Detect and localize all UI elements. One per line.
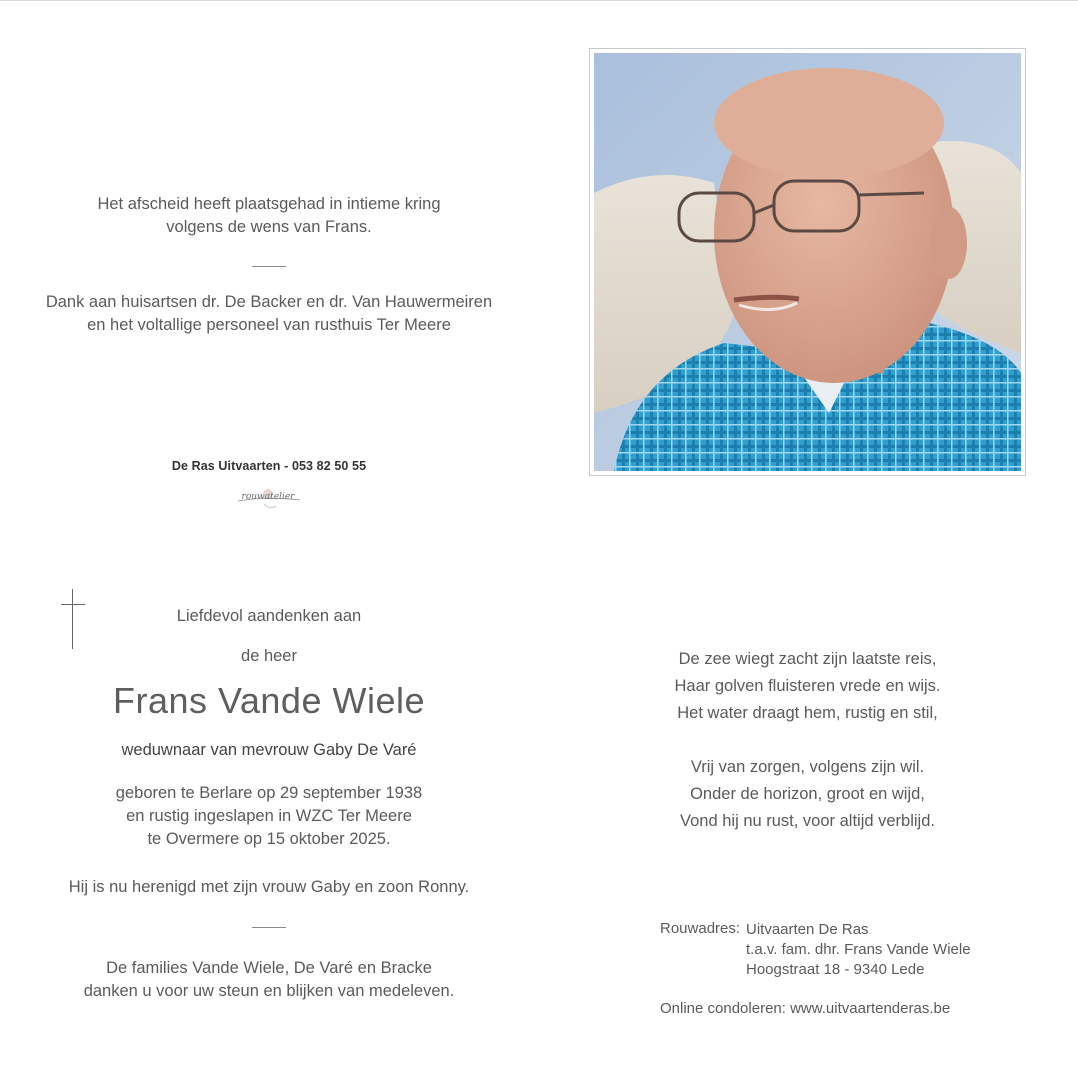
thanks-line-1: Dank aan huisartsen dr. De Backer en dr. Van Hauwermeiren — [45, 293, 493, 311]
separator-top — [252, 266, 286, 267]
intro-text: Liefdevol aandenken aan — [176, 607, 362, 625]
address-lines — [746, 920, 971, 980]
address-line-1: Uitvaarten De Ras — [746, 921, 869, 938]
life-text — [40, 782, 498, 851]
thanks-text — [30, 291, 508, 337]
poem-line-1: De zee wiegt zacht zijn laatste reis, — [678, 650, 937, 668]
life-line-2: en rustig ingeslapen in WZC Ter Meere — [126, 807, 412, 825]
farewell-text — [40, 193, 498, 239]
poem-line-5: Onder de horizon, groot en wijd, — [690, 785, 925, 803]
life-line-1: geboren te Berlare op 29 september 1938 — [115, 784, 423, 802]
logo-leaf — [264, 504, 276, 508]
farewell-line-1: Het afscheid heeft plaatsgehad in intieme kring — [97, 195, 441, 213]
address-line-3: Hoogstraat 18 - 9340 Lede — [746, 961, 925, 978]
farewell-line-2: volgens de wens van Frans. — [166, 218, 372, 236]
families-line-2: danken u voor uw steun en blijken van medeleven. — [83, 982, 455, 1000]
poem-line-4: Vrij van zorgen, volgens zijn wil. — [690, 758, 925, 776]
deceased-name: Frans Vande Wiele — [113, 680, 425, 721]
reunited-text: Hij is nu herenigd met zijn vrouw Gaby en zoon Ronny. — [68, 878, 470, 896]
spouse-text: weduwnaar van mevrouw Gaby De Varé — [121, 741, 417, 759]
title-text: de heer — [241, 647, 297, 665]
address-line-2: t.a.v. fam. dhr. Frans Vande Wiele — [746, 941, 971, 958]
online-condolence-link[interactable]: Online condoleren: www.uitvaartenderas.be — [660, 1000, 951, 1017]
thanks-line-2: en het voltallige personeel van rusthuis Ter Meere — [87, 316, 451, 334]
atelier-logo-text: rouwatelier — [241, 492, 295, 502]
poem-line-3: Het water draagt hem, rustig en stil, — [677, 704, 938, 722]
portrait-photo — [594, 53, 1021, 471]
portrait-frame — [589, 48, 1026, 476]
families-text — [40, 957, 498, 1003]
life-line-3: te Overmere op 15 oktober 2025. — [147, 830, 391, 848]
address-label: Rouwadres: — [660, 920, 741, 937]
page-top-border — [0, 0, 1078, 1]
families-line-1: De families Vande Wiele, De Varé en Bracke — [106, 959, 432, 977]
atelier-logo — [218, 484, 318, 519]
funeral-home-contact: De Ras Uitvaarten - 053 82 50 55 — [171, 459, 367, 473]
poem-stanza-2 — [580, 754, 1035, 835]
separator-bottom — [252, 927, 286, 928]
poem-line-6: Vond hij nu rust, voor altijd verblijd. — [680, 812, 935, 830]
poem-stanza-1 — [580, 646, 1035, 727]
poem-line-2: Haar golven fluisteren vrede en wijs. — [674, 677, 941, 695]
